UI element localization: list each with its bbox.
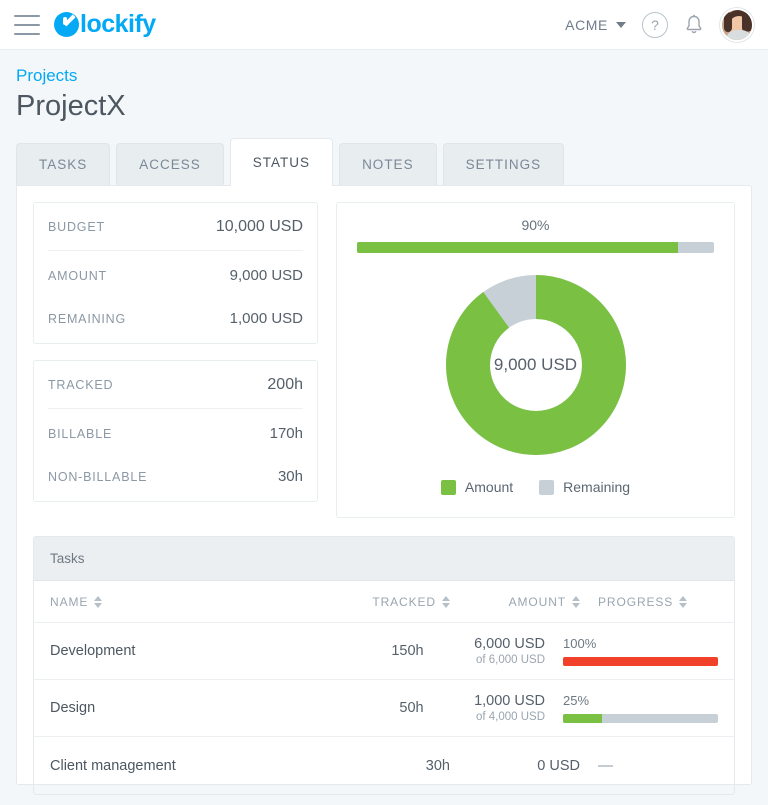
clockify-logo-icon bbox=[54, 12, 79, 37]
progress-percent-label: 90% bbox=[521, 217, 550, 233]
cell-amount-value: 0 USD bbox=[537, 757, 580, 774]
cell-amount bbox=[424, 636, 545, 666]
legend-item-remaining bbox=[539, 479, 630, 495]
breadcrumb[interactable]: Projects bbox=[16, 66, 78, 85]
cell-amount-value: 1,000 USD bbox=[474, 693, 545, 709]
tasks-row-container bbox=[34, 623, 734, 794]
cell-tracked: 150h bbox=[391, 643, 424, 659]
progress-label: 100% bbox=[563, 636, 597, 651]
table-row[interactable] bbox=[34, 680, 734, 737]
cell-task-name: Client management bbox=[50, 757, 176, 774]
tab-settings[interactable]: SETTINGS bbox=[443, 143, 565, 185]
cell-task-name: Design bbox=[50, 700, 96, 716]
column-header-tracked[interactable] bbox=[340, 595, 450, 609]
budget-chart-panel bbox=[336, 202, 735, 518]
legend-label-amount: Amount bbox=[464, 479, 514, 495]
table-row[interactable] bbox=[34, 623, 734, 680]
amount-label: AMOUNT bbox=[48, 268, 107, 283]
cell-progress bbox=[580, 757, 718, 774]
page-container bbox=[0, 50, 768, 785]
cell-progress bbox=[545, 636, 718, 666]
legend-swatch-amount bbox=[441, 480, 456, 495]
time-panel bbox=[33, 360, 318, 502]
tab-status[interactable]: STATUS bbox=[230, 138, 333, 186]
hamburger-icon[interactable] bbox=[14, 15, 40, 35]
column-header-progress[interactable] bbox=[580, 595, 718, 609]
progress-track bbox=[563, 714, 718, 723]
top-bar bbox=[0, 0, 768, 50]
billable-row bbox=[48, 409, 303, 455]
chart-legend bbox=[441, 479, 630, 495]
top-bar-right bbox=[565, 8, 754, 42]
cell-amount-subtext: of 6,000 USD bbox=[475, 654, 545, 666]
progress-empty: — bbox=[598, 757, 613, 774]
cell-amount bbox=[450, 758, 580, 774]
logo-text: lockify bbox=[80, 10, 156, 38]
nonbillable-value: 30h bbox=[277, 468, 303, 485]
column-label-tracked: TRACKED bbox=[372, 594, 436, 609]
donut-chart bbox=[446, 275, 626, 455]
donut-center-label: 9,000 USD bbox=[493, 355, 578, 374]
column-label-progress: PROGRESS bbox=[598, 594, 674, 609]
cell-progress bbox=[545, 693, 718, 723]
tracked-value: 200h bbox=[267, 376, 303, 393]
chevron-down-icon bbox=[616, 22, 626, 28]
column-header-name[interactable] bbox=[50, 595, 340, 609]
remaining-value: 1,000 USD bbox=[229, 310, 303, 327]
column-header-amount[interactable] bbox=[450, 595, 580, 609]
cell-amount-value: 6,000 USD bbox=[474, 636, 545, 652]
legend-item-amount bbox=[441, 479, 513, 495]
amount-value: 9,000 USD bbox=[229, 267, 303, 284]
nonbillable-row bbox=[48, 455, 303, 501]
avatar[interactable] bbox=[720, 8, 754, 42]
tasks-header-row bbox=[34, 581, 734, 623]
app-logo[interactable] bbox=[54, 10, 156, 39]
progress-bar-track bbox=[357, 242, 714, 253]
sort-icon-amount[interactable] bbox=[572, 596, 580, 608]
avatar-hair-right bbox=[742, 12, 750, 32]
help-label: ? bbox=[651, 16, 659, 33]
budget-label: BUDGET bbox=[48, 220, 105, 234]
billable-value: 170h bbox=[269, 425, 303, 442]
nonbillable-label: NON-BILLABLE bbox=[48, 469, 148, 484]
progress-fill bbox=[563, 714, 602, 723]
column-label-amount: AMOUNT bbox=[508, 594, 566, 609]
budget-value: 10,000 USD bbox=[215, 218, 303, 235]
tab-access[interactable]: ACCESS bbox=[116, 143, 224, 185]
remaining-row bbox=[48, 297, 303, 343]
table-row[interactable] bbox=[34, 737, 734, 794]
amount-row bbox=[48, 251, 303, 297]
workspace-selector[interactable] bbox=[565, 17, 626, 33]
progress-bar-fill bbox=[357, 242, 678, 253]
sort-icon-name[interactable] bbox=[94, 596, 102, 608]
money-panel bbox=[33, 202, 318, 344]
bell-icon[interactable] bbox=[684, 14, 704, 36]
cell-tracked: 50h bbox=[399, 700, 424, 716]
avatar-hair-left bbox=[724, 12, 732, 32]
cell-amount-subtext: of 4,000 USD bbox=[475, 711, 545, 723]
tasks-table bbox=[33, 536, 735, 795]
billable-label: BILLABLE bbox=[48, 426, 113, 441]
progress-track bbox=[563, 657, 718, 666]
progress-label: 25% bbox=[563, 693, 590, 708]
column-label-name: NAME bbox=[50, 594, 89, 609]
budget-row bbox=[48, 203, 303, 251]
cell-tracked: 30h bbox=[425, 757, 450, 774]
status-summary-row bbox=[33, 202, 735, 518]
legend-label-remaining: Remaining bbox=[563, 479, 631, 495]
stats-column bbox=[33, 202, 318, 518]
status-card bbox=[16, 185, 752, 785]
tasks-section-title: Tasks bbox=[34, 537, 734, 581]
sort-icon-progress[interactable] bbox=[679, 596, 687, 608]
cell-amount bbox=[424, 693, 545, 723]
tab-bar bbox=[16, 137, 752, 185]
tab-tasks[interactable]: TASKS bbox=[16, 143, 110, 185]
remaining-label: REMAINING bbox=[48, 311, 127, 326]
help-icon[interactable] bbox=[642, 12, 668, 38]
tracked-row bbox=[48, 361, 303, 409]
workspace-name: ACME bbox=[565, 16, 608, 33]
tracked-label: TRACKED bbox=[48, 378, 114, 392]
legend-swatch-remaining bbox=[539, 480, 554, 495]
sort-icon-tracked[interactable] bbox=[442, 596, 450, 608]
tab-notes[interactable]: NOTES bbox=[339, 143, 437, 185]
progress-fill bbox=[563, 657, 718, 666]
cell-task-name: Development bbox=[50, 643, 136, 659]
page-title: ProjectX bbox=[16, 90, 126, 122]
